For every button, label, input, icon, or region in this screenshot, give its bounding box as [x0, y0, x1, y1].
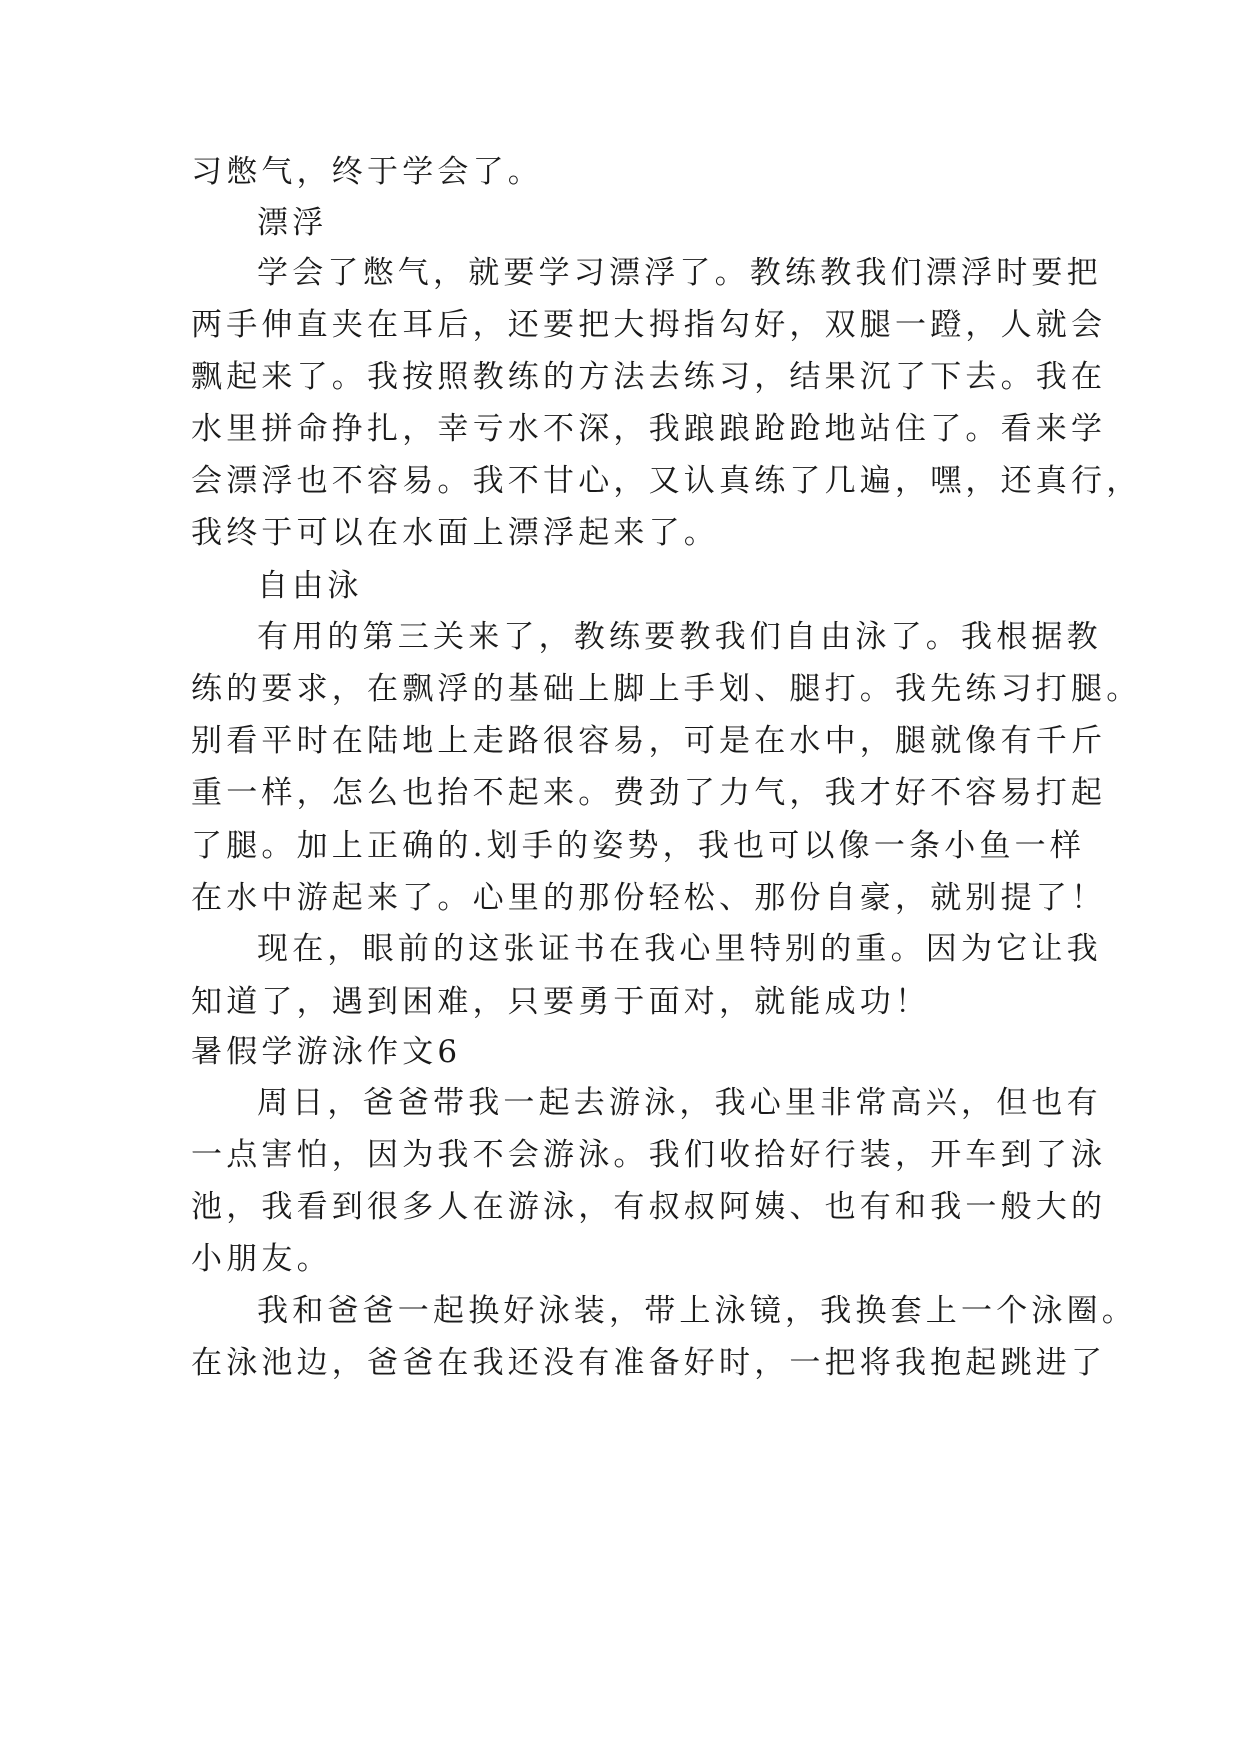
- paragraph-line: 知道了，遇到困难，只要勇于面对，就能成功！: [191, 984, 931, 1020]
- paragraph-line: 在水中游起来了。心里的那份轻松、那份自豪，就别提了！: [191, 880, 1107, 916]
- paragraph-line: 有用的第三关来了，教练要教我们自由泳了。我根据教: [257, 619, 1102, 655]
- paragraph-line: 一点害怕，因为我不会游泳。我们收拾好行装，开车到了泳: [191, 1137, 1107, 1173]
- section-heading-float: 漂浮: [257, 205, 328, 241]
- section-heading-freestyle: 自由泳: [257, 568, 363, 604]
- paragraph-line: 习憋气，终于学会了。: [191, 154, 543, 190]
- paragraph-line: 池，我看到很多人在游泳，有叔叔阿姨、也有和我一般大的: [191, 1189, 1107, 1225]
- essay-title: 暑假学游泳作文6: [191, 1034, 462, 1070]
- paragraph-line: 现在，眼前的这张证书在我心里特别的重。因为它让我: [257, 931, 1102, 967]
- paragraph-line: 水里拼命挣扎，幸亏水不深，我踉踉跄跄地站住了。看来学: [191, 411, 1107, 447]
- paragraph-line: 练的要求，在飘浮的基础上脚上手划、腿打。我先练习打腿。: [191, 671, 1142, 707]
- paragraph-line: 小朋友。: [191, 1241, 332, 1277]
- paragraph-line: 重一样，怎么也抬不起来。费劲了力气，我才好不容易打起: [191, 775, 1107, 811]
- paragraph-line: 我终于可以在水面上漂浮起来了。: [191, 515, 719, 551]
- paragraph-line: 了腿。加上正确的.划手的姿势，我也可以像一条小鱼一样: [191, 828, 1086, 864]
- paragraph-line: 别看平时在陆地上走路很容易，可是在水中，腿就像有千斤: [191, 723, 1107, 759]
- paragraph-line: 我和爸爸一起换好泳装，带上泳镜，我换套上一个泳圈。: [257, 1293, 1137, 1329]
- paragraph-line: 飘起来了。我按照教练的方法去练习，结果沉了下去。我在: [191, 359, 1107, 395]
- paragraph-line: 两手伸直夹在耳后，还要把大拇指勾好，双腿一蹬，人就会: [191, 307, 1107, 343]
- paragraph-line: 学会了憋气，就要学习漂浮了。教练教我们漂浮时要把: [257, 255, 1102, 291]
- paragraph-line: 在泳池边，爸爸在我还没有准备好时，一把将我抱起跳进了: [191, 1345, 1107, 1381]
- paragraph-line: 会漂浮也不容易。我不甘心，又认真练了几遍，嘿，还真行，: [191, 463, 1142, 499]
- paragraph-line: 周日，爸爸带我一起去游泳，我心里非常高兴，但也有: [257, 1085, 1102, 1121]
